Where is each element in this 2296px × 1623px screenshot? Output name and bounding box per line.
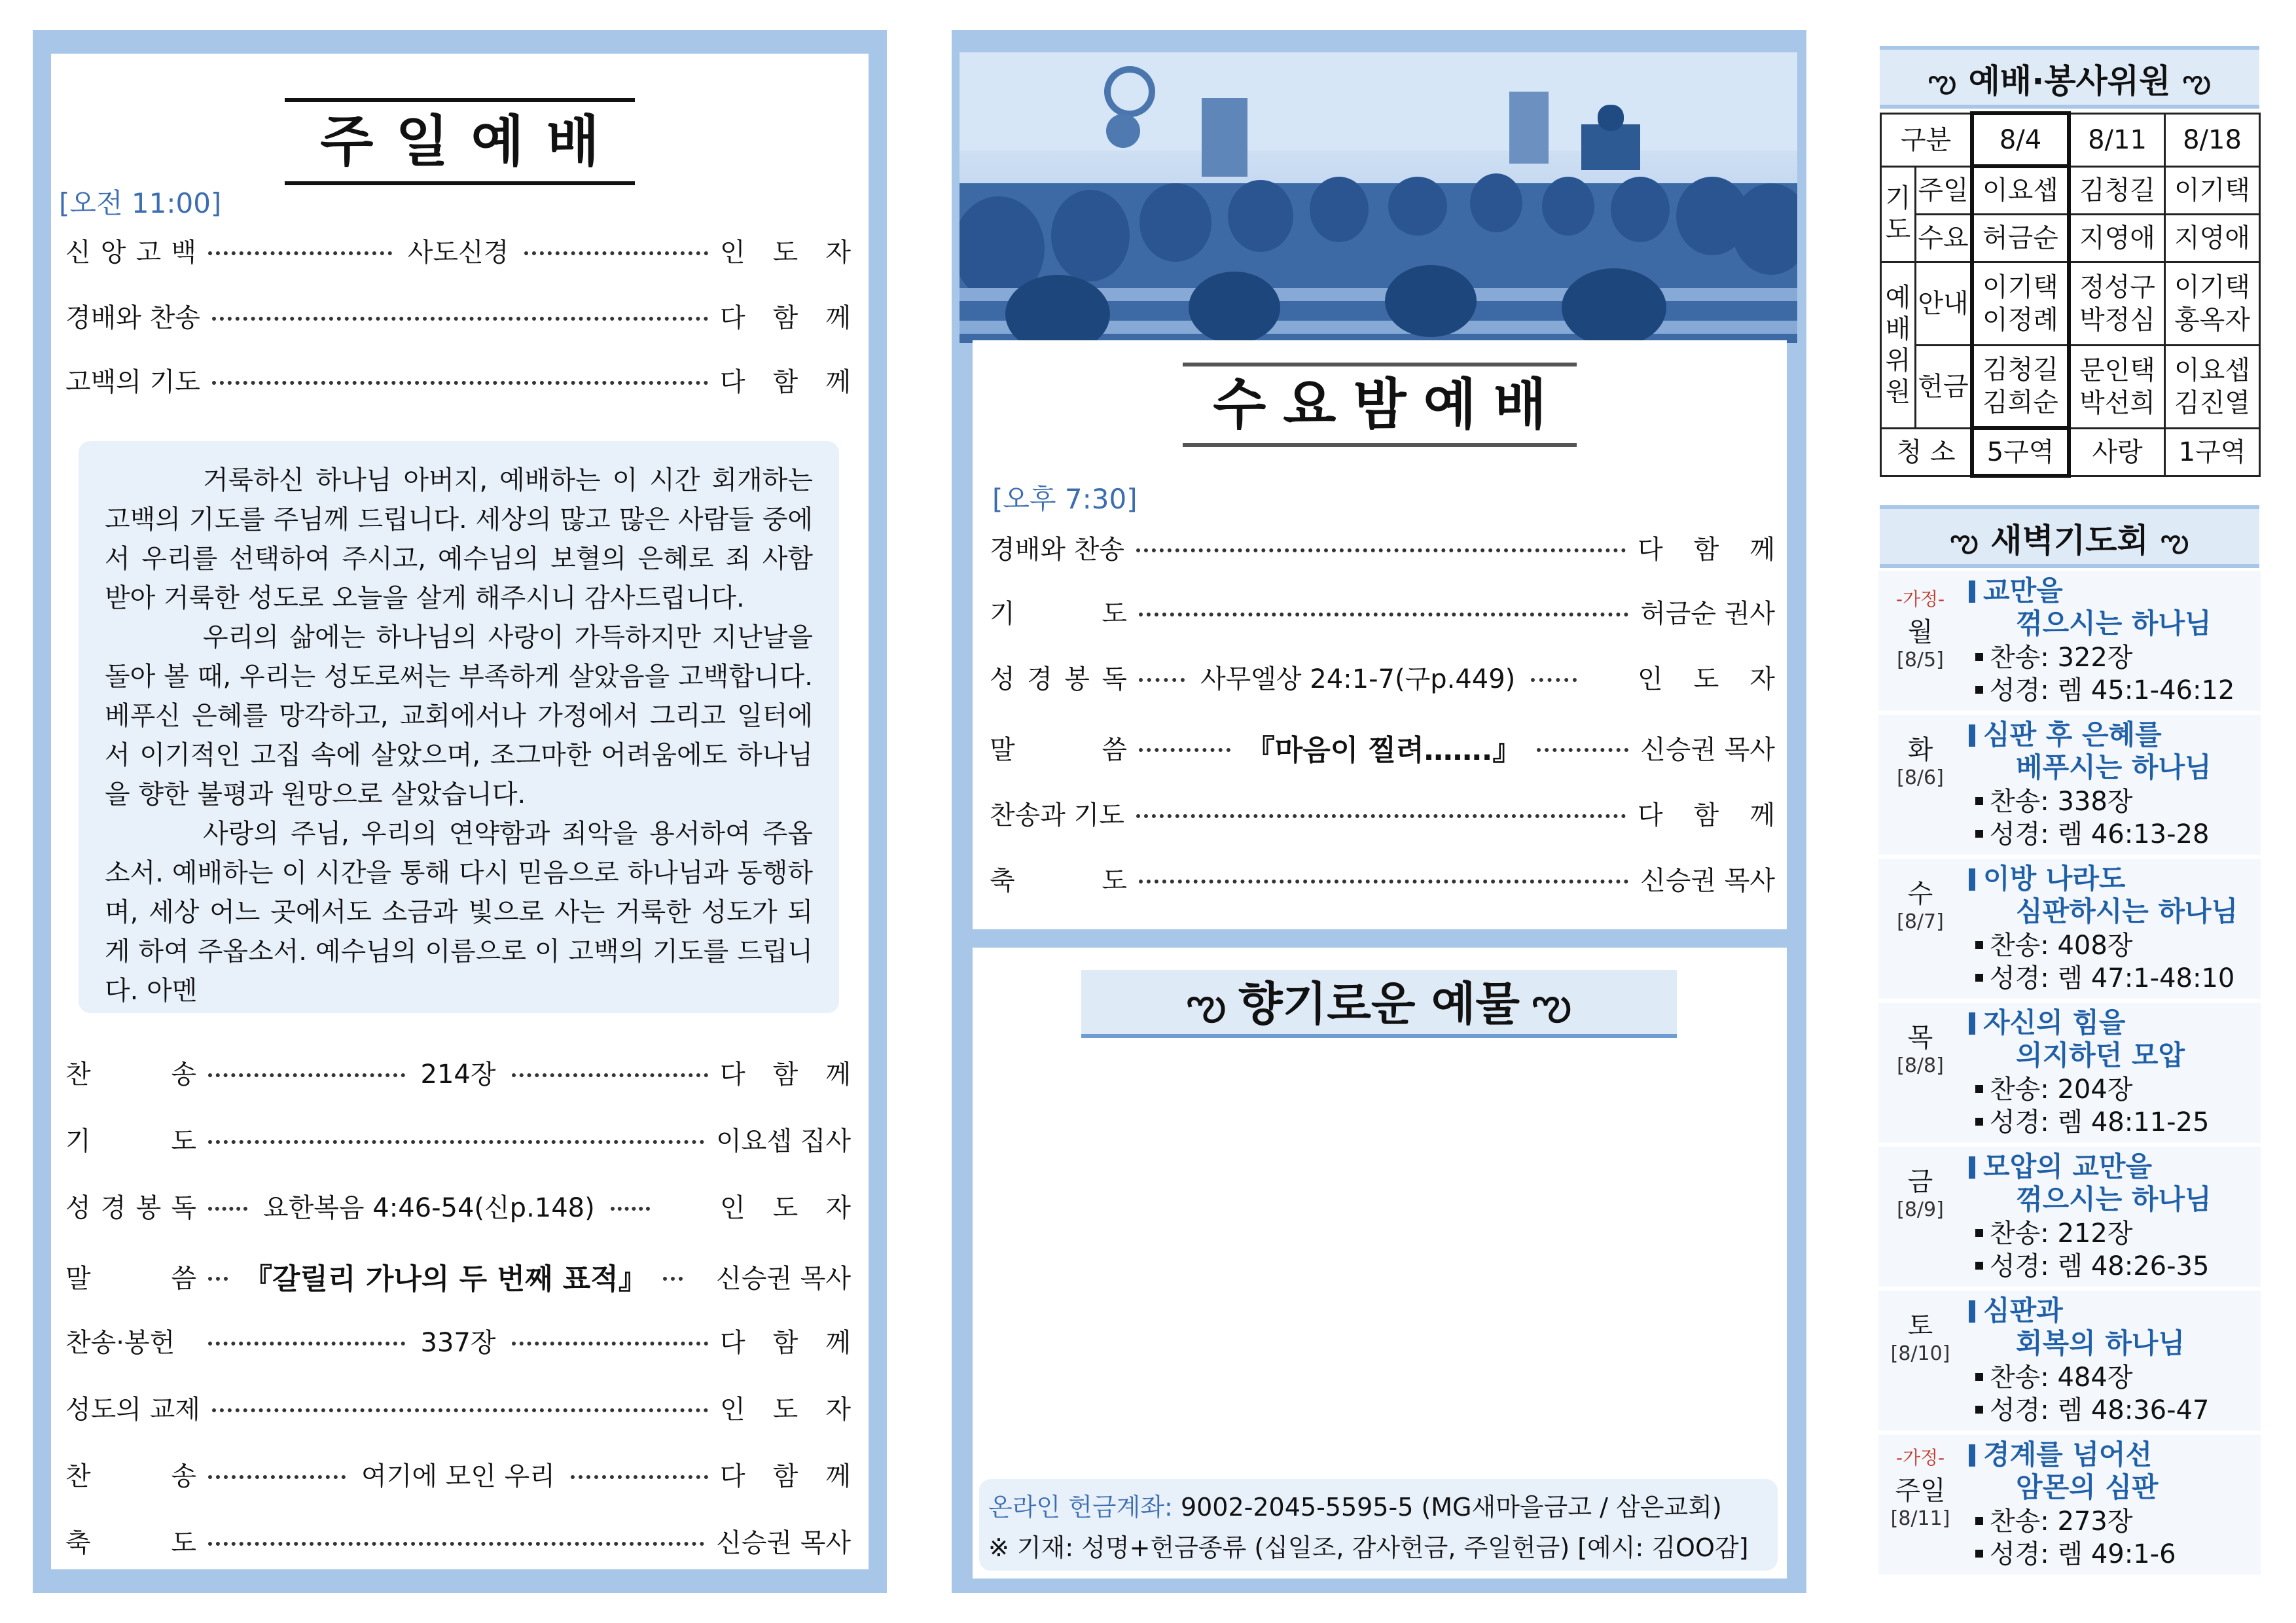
- offering-account-label: 온라인 헌금계좌:: [988, 1493, 1173, 1522]
- leader-dots: [208, 1542, 704, 1546]
- leader-dots: [208, 1207, 247, 1211]
- dawn-day-name: 목: [1907, 1023, 1933, 1053]
- sermon-title: 『갈릴리 가나의 두 번째 표적』: [243, 1262, 647, 1296]
- sermon-title: 『마음이 찔려…….』: [1246, 734, 1522, 767]
- dawn-day-name: 주일: [1895, 1476, 1946, 1506]
- dawn-theme-line: 심판하시는 하나님: [2016, 895, 2238, 927]
- duty-cell: 이기택: [2165, 166, 2260, 214]
- order-who: 신승권 목사: [716, 1263, 851, 1294]
- duty-header: 8/18: [2165, 113, 2260, 166]
- offering-account: 9002-2045-5595-5 (MG새마을금고 / 삼은교회): [1180, 1493, 1722, 1522]
- duty-cleaning-label: 청 소: [1881, 428, 1973, 476]
- dawn-theme-line: 베푸시는 하나님: [2016, 751, 2212, 783]
- bullet-square-icon: [1975, 974, 1983, 982]
- order-label: 축 도: [990, 866, 1127, 896]
- duty-sub: 주일: [1916, 166, 1973, 214]
- sunday-time: [오전 11:00]: [59, 187, 222, 219]
- dawn-title-box: [1880, 505, 2259, 568]
- dawn-date: [8/7]: [1897, 910, 1944, 933]
- leader-dots: [208, 1277, 228, 1281]
- duty-header: 8/4: [1972, 113, 2069, 166]
- sunday-panel: [33, 30, 887, 1593]
- duty-title: 예배·봉사위원: [1968, 62, 2171, 100]
- leader-dots: [1139, 880, 1628, 883]
- order-who: 이요셉 집사: [716, 1126, 851, 1156]
- order-label: 경배와 찬송: [65, 303, 200, 333]
- dawn-day: [1878, 1017, 1962, 1077]
- bullet-square-icon: [1975, 1550, 1983, 1558]
- dawn-day: [1878, 1305, 1962, 1365]
- dawn-bible-text: 성경: 렘 45:1-46:12: [1990, 675, 2235, 705]
- sunday-inner: [51, 54, 869, 1569]
- leader-dots: [212, 381, 708, 385]
- order-who: 다 함 께: [1638, 800, 1775, 830]
- duty-header: 8/11: [2069, 113, 2165, 166]
- offering-account-box: [979, 1479, 1778, 1571]
- swirl-icon: ఌ: [2182, 62, 2212, 100]
- dawn-theme: [1969, 1007, 2125, 1039]
- dawn-title: 새벽기도회: [1990, 522, 2149, 560]
- dawn-day: [1878, 1444, 1962, 1530]
- dawn-hymn: [1975, 785, 2132, 818]
- duty-group: 예 배 위 원: [1881, 262, 1916, 428]
- order-who: 신승권 목사: [716, 1528, 851, 1558]
- order-row: [65, 1054, 851, 1091]
- order-row: [65, 1455, 851, 1493]
- dawn-bible-text: 성경: 렘 48:11-25: [1990, 1107, 2210, 1137]
- order-row: [990, 658, 1775, 696]
- order-label: 찬송과 기도: [990, 800, 1124, 830]
- dawn-theme: [1969, 1438, 2152, 1471]
- wednesday-title: 수요밤예배: [1183, 363, 1577, 447]
- dawn-day: [1878, 1161, 1962, 1221]
- dawn-day-item: [1878, 715, 2261, 855]
- dawn-date: [8/9]: [1897, 1198, 1944, 1221]
- order-label: 찬 송: [65, 1461, 196, 1491]
- dawn-theme-line: 교만을: [1983, 575, 2063, 607]
- dawn-theme-line: 회복의 하나님: [2016, 1327, 2185, 1359]
- offering-account-line: [988, 1487, 1768, 1527]
- dawn-bible: [1975, 1106, 2209, 1139]
- order-row: [65, 1255, 851, 1297]
- bullet-bar-icon: [1969, 1444, 1975, 1467]
- order-row: [990, 726, 1775, 768]
- leader-dots: [524, 251, 708, 255]
- bullet-square-icon: [1975, 1517, 1983, 1525]
- confession-prayer: [79, 441, 839, 1013]
- duty-cell: 이기택 이정례: [1972, 262, 2069, 345]
- dawn-day-item: [1878, 859, 2261, 999]
- order-middle: 요한복음 4:46-54(신p.148): [263, 1193, 595, 1223]
- dawn-day-name: 화: [1907, 735, 1933, 765]
- duty-group: 기 도: [1881, 166, 1916, 262]
- dawn-bible: [1975, 1538, 2176, 1571]
- order-who: 다 함 께: [720, 1060, 851, 1090]
- dawn-day-name: 금: [1907, 1167, 1933, 1197]
- leader-dots: [208, 1342, 405, 1346]
- middle-panel: [952, 30, 1806, 1593]
- duty-cell: 이기택 홍옥자: [2165, 262, 2260, 345]
- order-who: 인 도 자: [720, 238, 851, 268]
- dawn-bible-text: 성경: 렘 49:1-6: [1990, 1539, 2176, 1569]
- duty-header: 구분: [1881, 113, 1973, 166]
- bullet-bar-icon: [1969, 724, 1975, 747]
- leader-dots: [1139, 678, 1185, 682]
- prayer-paragraph: 거룩하신 하나님 아버지, 예배하는 이 시간 회개하는 고백의 기도를 주님께 드립니다. 세상의 많고 많은 사람들 중에서 우리를 선택하여 주시고, 예수님의 보혈의 은혜로 죄 사함 받아 거룩한 성도로 오늘을 살게 해주시니 감사드립니다.: [105, 465, 813, 613]
- leader-dots: [1136, 548, 1626, 552]
- dawn-hymn: [1975, 1217, 2132, 1250]
- order-label: 축 도: [65, 1528, 196, 1558]
- duty-sub: 헌금: [1916, 345, 1973, 428]
- bullet-square-icon: [1975, 1118, 1983, 1126]
- offering-title-box: [1081, 970, 1677, 1038]
- dawn-date: [8/11]: [1890, 1507, 1950, 1530]
- order-row: [65, 1389, 851, 1426]
- order-row: [990, 529, 1775, 566]
- duty-cell: 문인택 박선희: [2069, 345, 2165, 428]
- order-label: 성 경 봉 독: [65, 1193, 196, 1223]
- dawn-theme-line: 경계를 넘어선: [1983, 1438, 2153, 1471]
- dawn-day-item: [1878, 571, 2261, 711]
- dawn-theme: [1969, 1294, 2063, 1327]
- order-who: 다 함 께: [720, 1461, 851, 1491]
- order-who: 신승권 목사: [1640, 866, 1775, 896]
- dawn-bible-text: 성경: 렘 46:13-28: [1990, 819, 2210, 849]
- swirl-icon: ఌ: [1532, 977, 1572, 1031]
- duty-cell: 지영애: [2069, 214, 2165, 262]
- leader-dots: [1139, 613, 1628, 616]
- dawn-tag: -가정-: [1895, 1447, 1945, 1469]
- bullet-bar-icon: [1969, 1012, 1975, 1035]
- order-who: 다 함 께: [720, 1328, 851, 1358]
- offering-inner: [973, 948, 1787, 1578]
- order-row: [65, 1120, 851, 1158]
- order-middle: 214장: [420, 1060, 496, 1090]
- order-label: 찬 송: [65, 1060, 196, 1090]
- order-label: 성도의 교제: [65, 1395, 200, 1425]
- bullet-square-icon: [1975, 830, 1983, 838]
- worship-photo: [960, 52, 1797, 343]
- dawn-hymn-text: 찬송: 322장: [1990, 643, 2133, 673]
- order-row: [65, 1322, 851, 1359]
- order-row: [65, 361, 851, 399]
- right-column: [1872, 30, 2265, 1593]
- duty-sub: 수요: [1916, 214, 1973, 262]
- duty-cell: 지영애: [2165, 214, 2260, 262]
- order-who: 다 함 께: [720, 303, 851, 333]
- dawn-bible: [1975, 1250, 2209, 1283]
- order-row: [990, 860, 1775, 897]
- dawn-hymn-text: 찬송: 204장: [1990, 1075, 2133, 1105]
- duty-table: [1880, 111, 2261, 478]
- sunday-title-wrap: [51, 98, 869, 185]
- leader-dots: [212, 317, 708, 321]
- dawn-hymn-text: 찬송: 212장: [1990, 1219, 2133, 1249]
- dawn-hymn-text: 찬송: 484장: [1990, 1363, 2133, 1393]
- dawn-theme-line: 의지하던 모압: [2016, 1039, 2185, 1071]
- dawn-hymn-text: 찬송: 273장: [1990, 1507, 2133, 1537]
- dawn-day-item: [1878, 1435, 2261, 1575]
- dawn-hymn: [1975, 1361, 2132, 1394]
- order-row: [65, 1522, 851, 1560]
- bullet-square-icon: [1975, 686, 1983, 694]
- order-label: 말 씀: [990, 734, 1127, 765]
- bullet-bar-icon: [1969, 1156, 1975, 1179]
- leader-dots: [208, 1140, 704, 1144]
- dawn-theme-line: 심판과: [1983, 1294, 2063, 1327]
- order-row: [65, 232, 851, 269]
- dawn-day-name: 월: [1907, 617, 1933, 647]
- order-middle: 사무엘상 24:1-7(구p.449): [1200, 664, 1516, 694]
- leader-dots: [1537, 748, 1628, 752]
- order-who: 다 함 께: [720, 367, 851, 397]
- swirl-icon: ఌ: [1186, 977, 1227, 1031]
- order-label: 기 도: [990, 599, 1127, 629]
- dawn-date: [8/10]: [1890, 1342, 1950, 1365]
- dawn-theme: [1969, 575, 2063, 607]
- order-middle: 337장: [420, 1328, 496, 1358]
- order-middle: 여기에 모인 우리: [361, 1461, 555, 1491]
- dawn-date: [8/5]: [1897, 649, 1944, 671]
- dawn-day: [1878, 585, 1962, 671]
- dawn-theme-line: 꺾으시는 하나님: [2016, 607, 2212, 639]
- duty-cell: 이요셉 김진열: [2165, 345, 2260, 428]
- order-label: 찬송·봉헌: [65, 1328, 175, 1358]
- offering-note: ※ 기재: 성명+헌금종류 (십일조, 감사헌금, 주일헌금) [예시: 김OO감]: [988, 1533, 1749, 1562]
- dawn-theme: [1969, 863, 2125, 895]
- dawn-bible-text: 성경: 렘 47:1-48:10: [1990, 963, 2235, 993]
- bullet-square-icon: [1975, 1373, 1983, 1381]
- dawn-list: [1878, 571, 2261, 1578]
- bullet-square-icon: [1975, 653, 1983, 661]
- order-label: 성 경 봉 독: [990, 664, 1127, 694]
- dawn-theme-line: 심판 후 은혜를: [1983, 719, 2162, 751]
- duty-cell: 김청길 김희순: [1972, 345, 2069, 428]
- leader-dots: [512, 1073, 709, 1077]
- dawn-date: [8/8]: [1897, 1054, 1944, 1077]
- leader-dots: [208, 1073, 405, 1077]
- leader-dots: [663, 1277, 683, 1281]
- dawn-bible: [1975, 818, 2209, 851]
- order-label: 경배와 찬송: [990, 535, 1124, 565]
- order-row: [990, 593, 1775, 630]
- bullet-bar-icon: [1969, 1300, 1975, 1323]
- leader-dots: [611, 1207, 650, 1211]
- order-who: 신승권 목사: [1640, 734, 1776, 765]
- dawn-bible-text: 성경: 렘 48:36-47: [1990, 1395, 2210, 1425]
- dawn-theme-line: 이방 나라도: [1983, 863, 2126, 895]
- order-row: [65, 297, 851, 334]
- offering-title: 향기로운 예물: [1238, 977, 1520, 1031]
- duty-cell: 허금순: [1972, 214, 2069, 262]
- prayer-paragraph: 사랑의 주님, 우리의 연약함과 죄악을 용서하여 주옵소서. 예배하는 이 시간을 통해 다시 믿음으로 하나님과 동행하며, 세상 어느 곳에서도 소금과 빛으로 사는 거룩한 성도가 되게 하여 주옵소서. 예수님의 이름으로 이 고백의 기도를 드립니다. 아멘: [105, 819, 813, 1006]
- duty-cell: 이요셉: [1972, 166, 2069, 214]
- duty-sub: 안내: [1916, 262, 1973, 345]
- dawn-theme-line: 암몬의 심판: [2016, 1471, 2159, 1503]
- order-who: 인 도 자: [720, 1193, 851, 1223]
- dawn-theme-line: 꺾으시는 하나님: [2016, 1183, 2212, 1215]
- duty-title-box: [1880, 46, 2259, 109]
- dawn-theme: [1969, 719, 2162, 751]
- bullet-square-icon: [1975, 797, 1983, 805]
- dawn-bible-text: 성경: 렘 48:26-35: [1990, 1251, 2210, 1281]
- dawn-bible: [1975, 674, 2234, 707]
- order-row: [990, 794, 1775, 832]
- leader-dots: [1531, 678, 1577, 682]
- dawn-theme-line: 자신의 힘을: [1983, 1007, 2126, 1039]
- dawn-day-item: [1878, 1147, 2261, 1287]
- swirl-icon: ఌ: [1950, 522, 1979, 560]
- duty-cell: 김청길: [2069, 166, 2165, 214]
- leader-dots: [208, 251, 392, 255]
- order-middle: 사도신경: [407, 238, 509, 268]
- sunday-title: 주일예배: [285, 98, 635, 185]
- duty-cell: 1구역: [2165, 428, 2260, 476]
- order-label: 말 씀: [65, 1263, 196, 1294]
- bullet-square-icon: [1975, 941, 1983, 949]
- dawn-date: [8/6]: [1897, 766, 1944, 789]
- dawn-day-name: 토: [1907, 1311, 1933, 1341]
- congregation-image: [960, 52, 1797, 343]
- bullet-bar-icon: [1969, 868, 1975, 891]
- bullet-square-icon: [1975, 1262, 1983, 1270]
- swirl-icon: ఌ: [1928, 62, 1957, 100]
- leader-dots: [1139, 748, 1230, 752]
- wednesday-inner: [973, 340, 1787, 929]
- order-who: 인 도 자: [1638, 664, 1775, 694]
- swirl-icon: ఌ: [2160, 522, 2189, 560]
- dawn-day-item: [1878, 1003, 2261, 1143]
- order-label: 기 도: [65, 1126, 196, 1156]
- dawn-hymn-text: 찬송: 408장: [1990, 931, 2133, 961]
- dawn-bible: [1975, 1394, 2209, 1427]
- dawn-theme: [1969, 1150, 2152, 1183]
- prayer-paragraph: 우리의 삶에는 하나님의 사랑이 가득하지만 지난날을 돌아 볼 때, 우리는 성도로써는 부족하게 살았음을 고백합니다. 베푸신 은혜를 망각하고, 교회에서나 가정에서 그리고 일터에서 이기적인 고집 속에 살았으며, 조그마한 어려움에도 하나님을 향한 불평과 원망으로 살았습니다.: [105, 622, 813, 810]
- leader-dots: [512, 1342, 709, 1346]
- dawn-bible: [1975, 962, 2234, 995]
- leader-dots: [212, 1408, 708, 1412]
- order-who: 허금순 권사: [1640, 599, 1775, 629]
- bullet-square-icon: [1975, 1406, 1983, 1414]
- wednesday-time: [오후 7:30]: [992, 483, 1138, 515]
- dawn-hymn: [1975, 929, 2132, 962]
- duty-cell: 정성구 박정심: [2069, 262, 2165, 345]
- order-who: 인 도 자: [720, 1395, 851, 1425]
- order-row: [65, 1187, 851, 1224]
- dawn-theme-line: 모압의 교만을: [1983, 1150, 2153, 1183]
- dawn-hymn-text: 찬송: 338장: [1990, 787, 2133, 817]
- dawn-day: [1878, 873, 1962, 933]
- wednesday-title-wrap: [973, 363, 1787, 447]
- dawn-day: [1878, 729, 1962, 789]
- dawn-hymn: [1975, 1505, 2132, 1538]
- bullet-square-icon: [1975, 1229, 1983, 1237]
- dawn-tag: -가정-: [1895, 588, 1945, 610]
- duty-cell: 5구역: [1972, 428, 2069, 476]
- order-label: 고백의 기도: [65, 367, 200, 397]
- order-who: 다 함 께: [1638, 535, 1775, 565]
- duty-cell: 사랑: [2069, 428, 2165, 476]
- dawn-day-item: [1878, 1291, 2261, 1431]
- order-label: 신 앙 고 백: [65, 238, 196, 268]
- leader-dots: [208, 1475, 346, 1479]
- leader-dots: [1136, 814, 1626, 818]
- dawn-day-name: 수: [1907, 879, 1933, 909]
- dawn-hymn: [1975, 641, 2132, 674]
- bullet-bar-icon: [1969, 580, 1975, 603]
- dawn-hymn: [1975, 1073, 2132, 1106]
- bullet-square-icon: [1975, 1085, 1983, 1093]
- leader-dots: [571, 1475, 708, 1479]
